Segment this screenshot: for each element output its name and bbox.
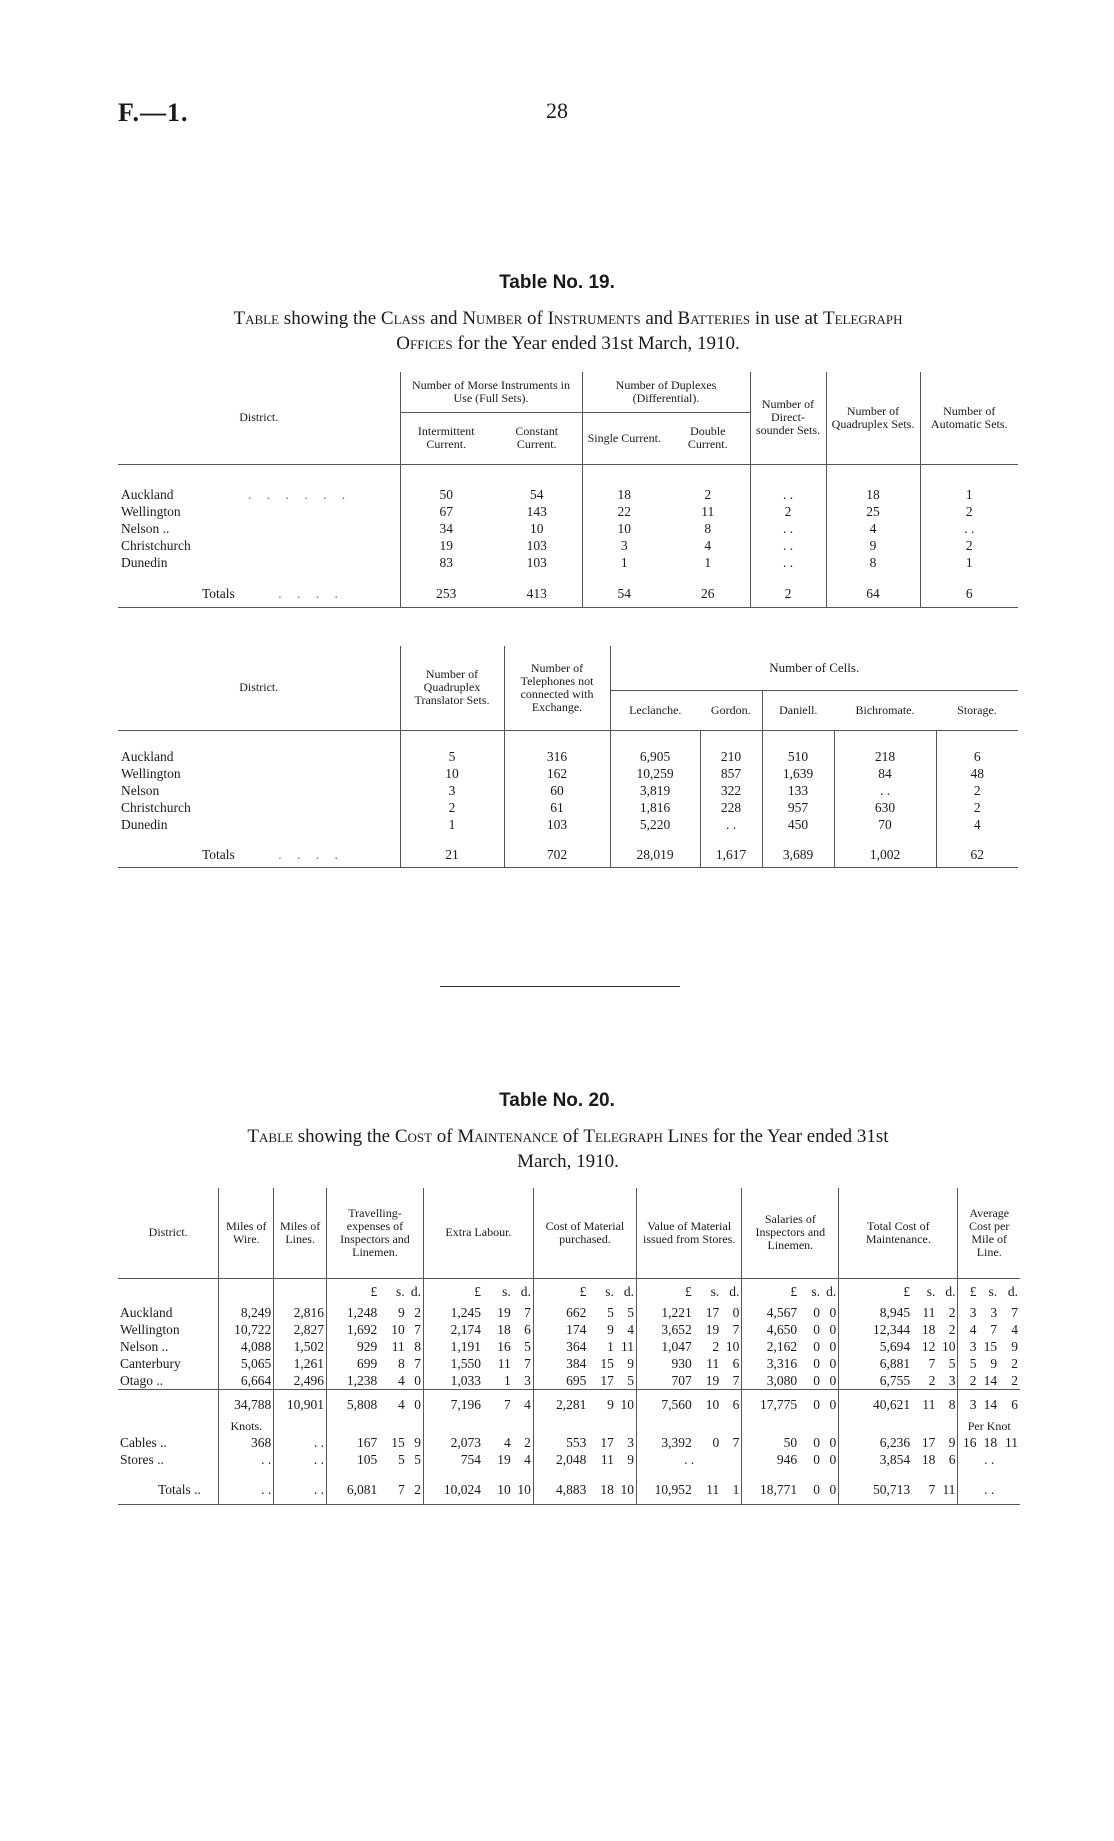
table-row: Dunedin 83 103 1 1 . . 8 1 — [118, 554, 1018, 571]
col-average-cost: Average Cost per Mile of Line. — [958, 1188, 1020, 1278]
table-row: Auckland 5 316 6,905 210 510 218 6 — [118, 748, 1018, 765]
table-row: Nelson 3 60 3,819 322 133 . . 2 — [118, 782, 1018, 799]
col-constant: Constant Current. — [492, 412, 582, 464]
col-gordon: Gordon. — [700, 690, 762, 730]
table-row: Nelson .. 34 10 10 8 . . 4 . . — [118, 520, 1018, 537]
col-cells-group: Number of Cells. — [610, 646, 1018, 690]
col-district: District. — [239, 410, 279, 425]
col-telephones: Number of Telephones not connected with Exchange. — [504, 646, 610, 730]
col-miles-lines: Miles of Lines. — [274, 1188, 327, 1278]
col-miles-wire: Miles of Wire. — [219, 1188, 274, 1278]
currency-header-row: £ s. d. £ s. d. £ s. d. £ s. d. £ s. d. £ s. d. £ s. d. — [118, 1278, 1020, 1304]
col-salaries: Salaries of Inspectors and Linemen. — [742, 1188, 839, 1278]
col-travelling: Travelling-expenses of Inspectors and Linemen. — [327, 1188, 424, 1278]
stores-row: Stores .. . . . . 105 5 5 754 19 4 2,048 11 9 . . 946 0 0 3,854 18 6 . . — [118, 1451, 1020, 1468]
table20-title: Table No. 20. — [499, 1090, 615, 1111]
col-duplex-group: Number of Duplexes (Differential). — [582, 372, 750, 412]
table19-instruments — [118, 372, 1018, 608]
col-value-material: Value of Material issued from Stores. — [636, 1188, 741, 1278]
cables-row: Cables .. 368 . . 167 15 9 2,073 4 2 553 17 3 3,392 0 7 50 0 0 6,236 17 9 16 18 11 — [120, 1435, 1018, 1450]
col-daniell: Daniell. — [762, 690, 834, 730]
section-reference: F.—1. — [118, 98, 189, 127]
table20-caption: Table showing the Cost of Maintenance of Telegraph Lines for the Year ended 31st March, 1910. — [247, 1126, 889, 1172]
col-district: District. — [148, 1225, 188, 1240]
table20-maintenance — [118, 1188, 1020, 1505]
col-intermittent: Intermittent Current. — [400, 412, 492, 464]
totals-row: Totals . . . . 21 702 28,019 1,617 3,689 1,002 62 — [118, 833, 1018, 867]
col-direct-sounder: Number of Direct-sounder Sets. — [750, 372, 826, 464]
table-row: Otago .. 6,664 2,496 1,238 4 0 1,033 1 3 695 17 5 707 19 7 3,080 0 0 6,755 2 3 2 14 2 — [120, 1372, 1018, 1388]
col-double: Double Current. — [666, 412, 750, 464]
table19-cells — [118, 646, 1018, 868]
col-single: Single Current. — [582, 412, 666, 464]
page-number: 28 — [546, 98, 568, 123]
col-automatic: Number of Automatic Sets. — [920, 372, 1018, 464]
table-row: Wellington 10 162 10,259 857 1,639 84 48 — [118, 765, 1018, 782]
table-row: Wellington 67 143 22 11 2 25 2 — [118, 503, 1018, 520]
table-row: Auckland 8,249 2,816 1,248 9 2 1,245 19 7 662 5 5 1,221 17 0 4,567 0 0 8,945 11 2 3 3 7 — [120, 1305, 1018, 1320]
table-row: Dunedin 1 103 5,220 . . 450 70 4 — [118, 816, 1018, 833]
totals-row: Totals .. . . . . 6,081 7 2 10,024 10 10 4,883 18 10 10,952 11 1 18,771 0 0 50,713 7 11 . . — [118, 1468, 1020, 1504]
table19-title: Table No. 19. — [499, 272, 615, 293]
table19-caption: Table showing the Class and Number of Instruments and Batteries in use at Telegraph Offices for the Year ended 31st March, 1910. — [233, 308, 903, 354]
col-extra-labour: Extra Labour. — [423, 1188, 533, 1278]
col-leclanche: Leclanche. — [610, 690, 700, 730]
table-row: Nelson .. 4,088 1,502 929 11 8 1,191 16 5 364 1 11 1,047 2 10 2,162 0 0 5,694 12 10 3 15 9 — [120, 1339, 1018, 1354]
subtotal-row: 34,788 10,901 5,808 4 0 7,196 7 4 2,281 9 10 7,560 10 6 17,775 0 0 40,621 11 8 3 14 6 — [118, 1389, 1020, 1419]
col-bichromate: Bichromate. — [834, 690, 936, 730]
table-row: Christchurch 19 103 3 4 . . 9 2 — [118, 537, 1018, 554]
col-quadruplex: Number of Quadruplex Sets. — [826, 372, 920, 464]
knots-row: Knots. Per Knot — [118, 1419, 1020, 1434]
table-row: Auckland . . . . . . 50 54 18 2 . . 18 1 — [118, 486, 1018, 503]
col-district: District. — [239, 680, 279, 695]
col-translator: Number of Quadruplex Translator Sets. — [400, 646, 504, 730]
col-storage: Storage. — [936, 690, 1018, 730]
col-total-cost: Total Cost of Maintenance. — [839, 1188, 958, 1278]
col-morse-group: Number of Morse Instruments in Use (Full Sets). — [400, 372, 582, 412]
table-row: Canterbury 5,065 1,261 699 8 7 1,550 11 7 384 15 9 930 11 6 3,316 0 0 6,881 7 5 5 9 2 — [120, 1356, 1018, 1371]
section-divider — [440, 986, 680, 987]
table-row: Christchurch 2 61 1,816 228 957 630 2 — [118, 799, 1018, 816]
col-cost-material: Cost of Material purchased. — [533, 1188, 636, 1278]
totals-row: Totals . . . . 253 413 54 26 2 64 6 — [118, 571, 1018, 607]
table-row: Wellington 10,722 2,827 1,692 10 7 2,174 18 6 174 9 4 3,652 19 7 4,650 0 0 12,344 18 2 4 7 4 — [120, 1322, 1018, 1337]
